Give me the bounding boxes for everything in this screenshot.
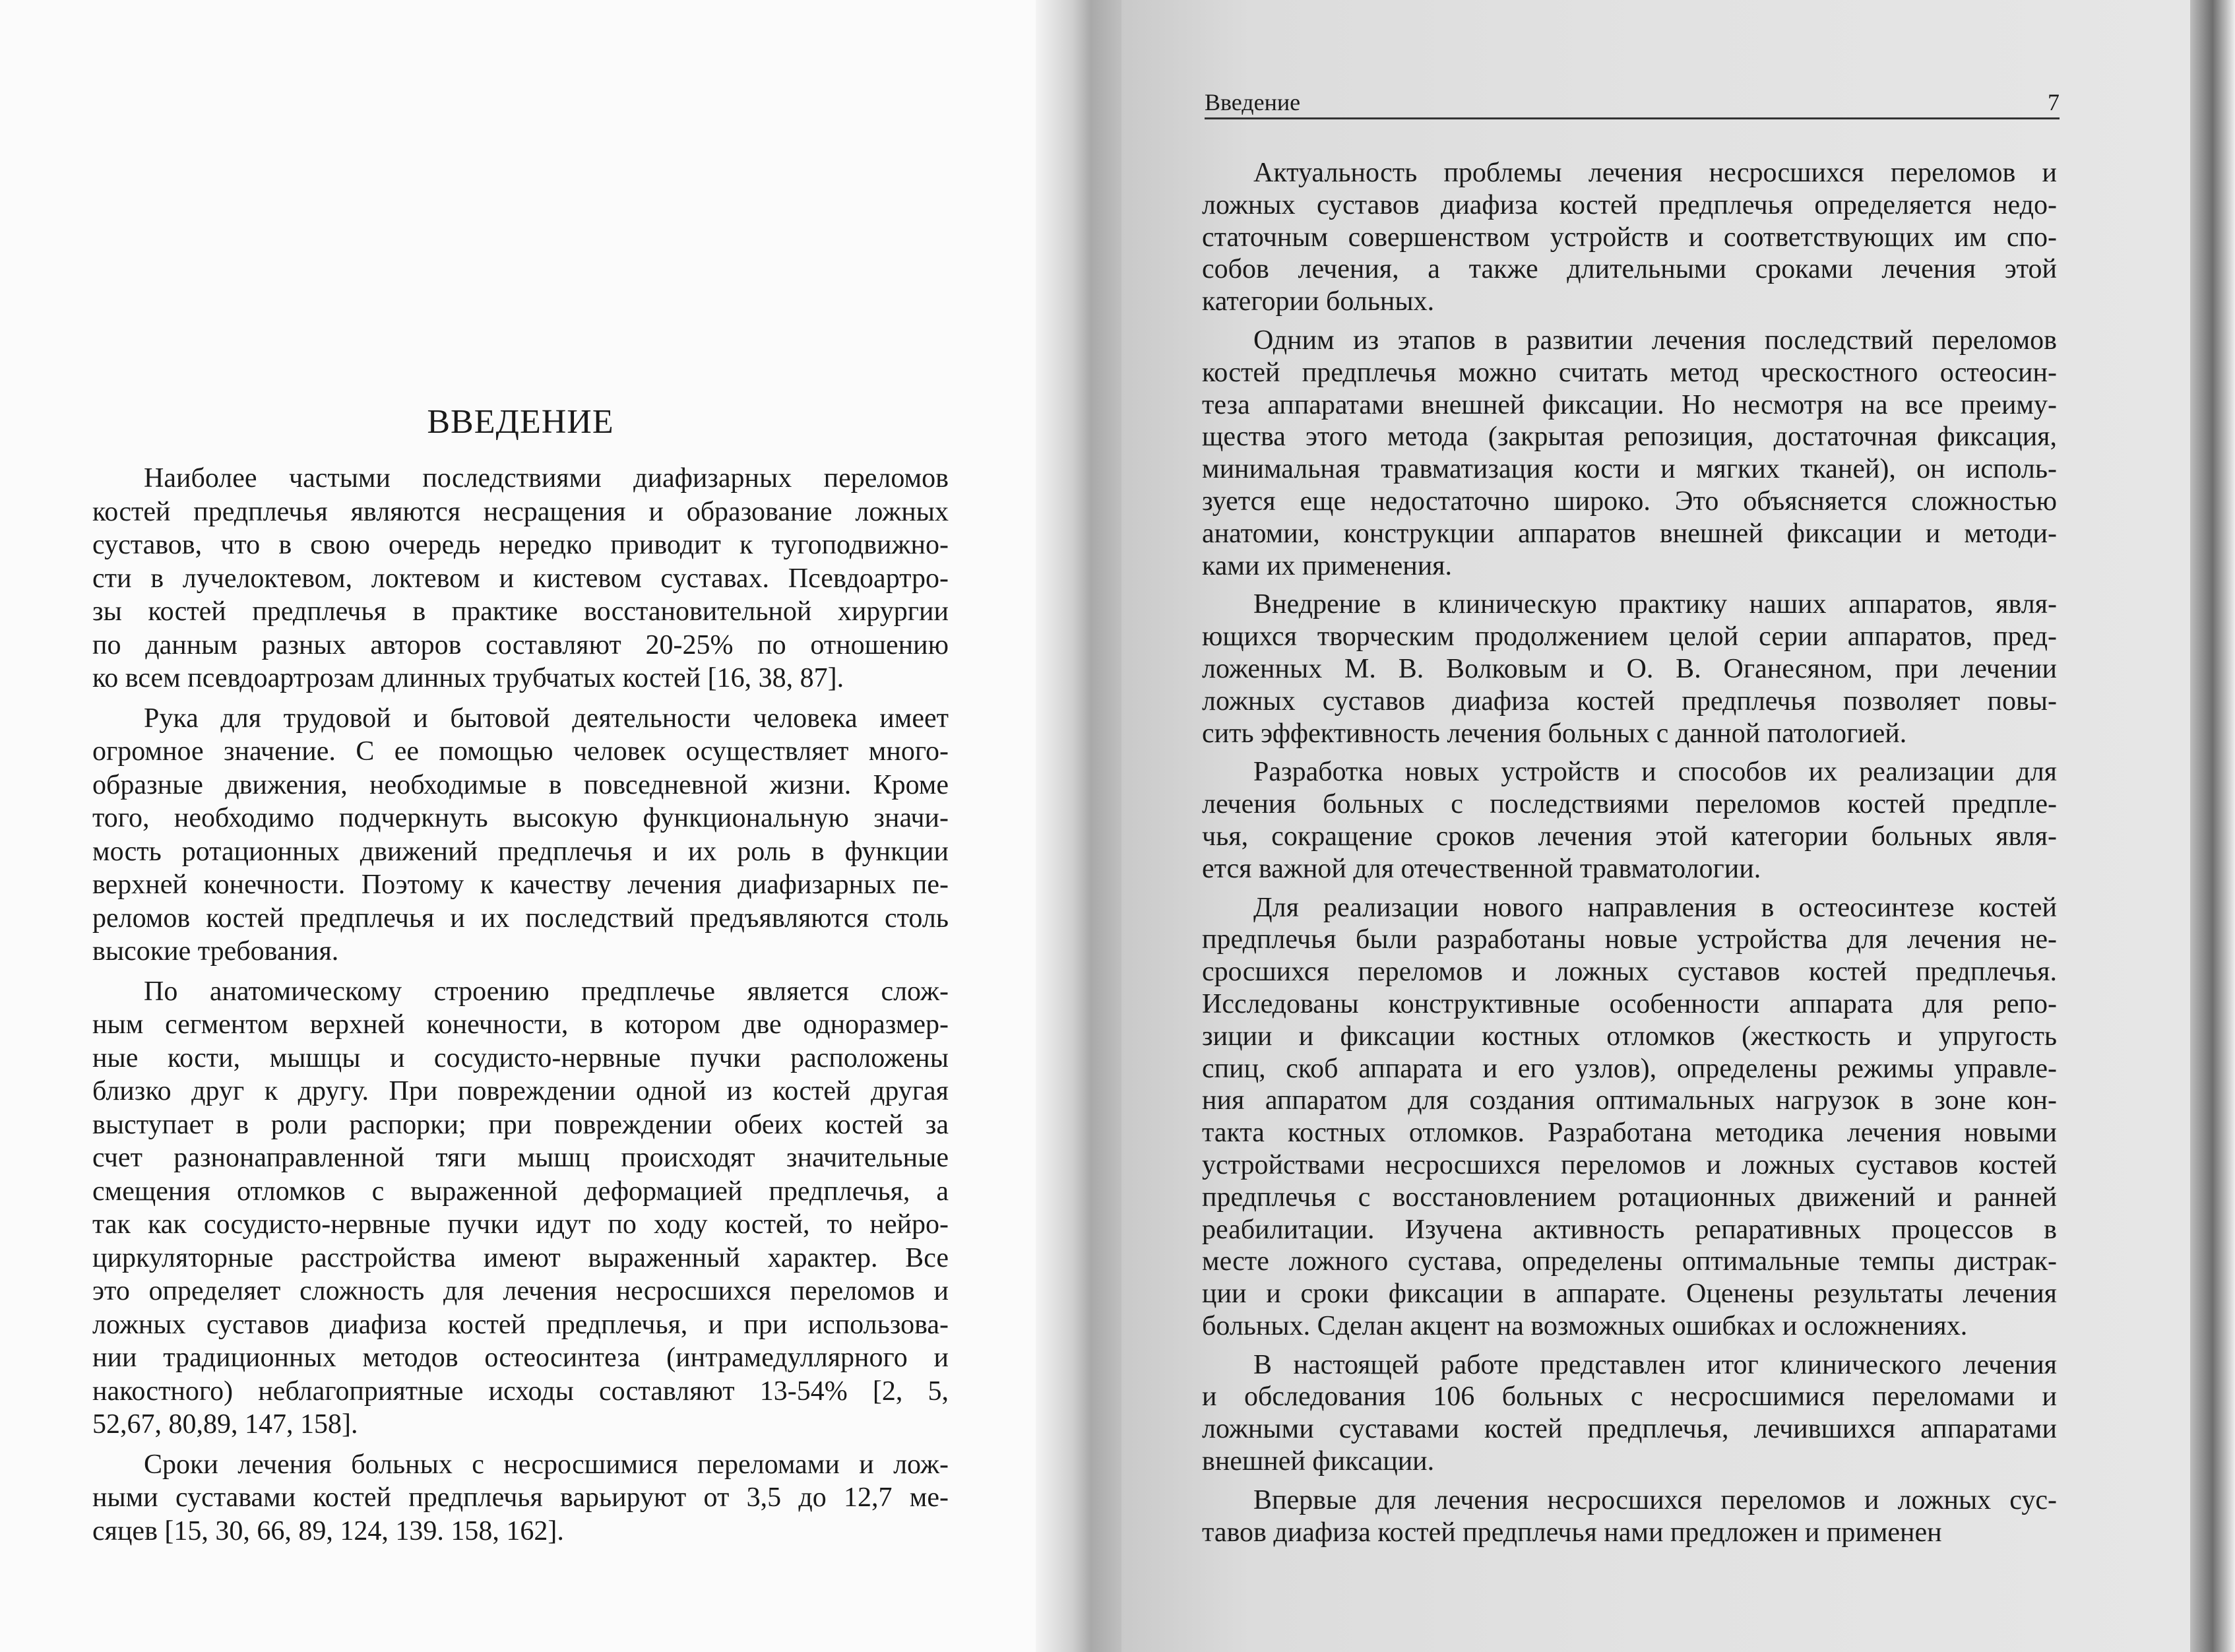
text-line: огромное значение. С ее помощью человек осуществляет много- bbox=[92, 736, 949, 767]
text-line: близко друг к другу. При повреждении одной из костей другая bbox=[92, 1076, 949, 1106]
text-line: месте ложного сустава, определены оптимальные темпы дистрак- bbox=[1202, 1246, 2057, 1277]
text-line: так как сосудисто-нервные пучки идут по ходу костей, то нейро- bbox=[92, 1209, 949, 1240]
chapter-title: ВВЕДЕНИЕ bbox=[427, 403, 614, 441]
paragraph bbox=[92, 1448, 949, 1548]
text-line: того, необходимо подчеркнуть высокую функциональную значи- bbox=[92, 803, 949, 833]
text-line: Сроки лечения больных с несросшимися переломами и лож- bbox=[144, 1449, 949, 1480]
text-line: По анатомическому строению предплечье является слож- bbox=[144, 976, 949, 1007]
text-line: ным сегментом верхней конечности, в котором две одноразмер- bbox=[92, 1009, 949, 1040]
text-line: сить эффективность лечения больных с данной патологией. bbox=[1202, 718, 1907, 749]
text-line: ющихся творческим продолжением целой серии аппаратов, пред- bbox=[1202, 621, 2057, 652]
paragraph bbox=[92, 462, 949, 695]
text-line: Для реализации нового направления в остеосинтезе костей bbox=[1253, 892, 2057, 923]
text-line: костей предплечья являются несращения и образование ложных bbox=[92, 496, 949, 527]
text-line: образные движения, необходимые в повседневной жизни. Кроме bbox=[92, 769, 949, 800]
page-number: 7 bbox=[2048, 89, 2060, 115]
text-line: ко всем псевдоартрозам длинных трубчатых костей [16, 38, 87]. bbox=[92, 663, 844, 693]
paragraph bbox=[1202, 756, 2057, 885]
paragraph bbox=[92, 702, 949, 969]
text-line: зы костей предплечья в практике восстановительной хирургии bbox=[92, 596, 949, 627]
text-line: счет разнонаправленной тяги мышц происходят значительные bbox=[92, 1143, 949, 1173]
text-line: ложных суставов диафиза костей предплечья определяется недо- bbox=[1202, 189, 2057, 220]
text-line: костей предплечья можно считать метод чрескостного остеосин- bbox=[1202, 357, 2057, 388]
text-line: зиции и фиксации костных отломков (жесткость и упругость bbox=[1202, 1021, 2057, 1052]
text-line: сросшихся переломов и ложных суставов костей предплечья. bbox=[1202, 957, 2057, 988]
text-line: Исследованы конструктивные особенности аппарата для репо- bbox=[1202, 988, 2057, 1019]
text-line: ками их применения. bbox=[1202, 550, 1453, 581]
text-line: ные кости, мышцы и сосудисто-нервные пучки расположены bbox=[92, 1042, 949, 1073]
paragraph bbox=[1202, 1349, 2057, 1478]
right-page-body bbox=[1202, 150, 2057, 1548]
text-line: Актуальность проблемы лечения несросшихся переломов и bbox=[1253, 158, 2057, 188]
text-line: выступает в роли распорки; при повреждении обеих костей за bbox=[92, 1109, 949, 1140]
text-line: высокие требования. bbox=[92, 936, 339, 967]
text-line: внешней фиксации. bbox=[1202, 1446, 1435, 1477]
text-line: по данным разных авторов составляют 20-25% по отношению bbox=[92, 629, 949, 660]
text-line: сти в лучелоктевом, локтевом и кистевом суставах. Псевдоартро- bbox=[92, 563, 949, 594]
text-line: категории больных. bbox=[1202, 286, 1435, 317]
text-line: реабилитации. Изучена активность репаративных процессов в bbox=[1202, 1214, 2057, 1245]
text-line: больных. Сделан акцент на возможных ошибках и осложнениях. bbox=[1202, 1310, 1968, 1341]
text-line: это определяет сложность для лечения несросшихся переломов и bbox=[92, 1276, 949, 1306]
text-line: Наиболее частыми последствиями диафизарных переломов bbox=[144, 463, 949, 493]
paragraph bbox=[1202, 325, 2057, 582]
text-line: предплечья с восстановлением ротационных движений и ранней bbox=[1202, 1182, 2057, 1213]
text-line: циркуляторные расстройства имеют выраженный характер. Все bbox=[92, 1242, 949, 1273]
text-line: спиц, скоб аппарата и его узлов), определены режимы управле- bbox=[1202, 1053, 2057, 1084]
text-line: такта костных отломков. Разработана методика лечения новыми bbox=[1202, 1118, 2057, 1149]
text-line: зуется еще недостаточно широко. Это объясняется сложностью bbox=[1202, 486, 2057, 517]
text-line: верхней конечности. Поэтому к качеству лечения диафизарных пе- bbox=[92, 870, 949, 900]
text-line: смещения отломков с выраженной деформацией предплечья, а bbox=[92, 1176, 949, 1207]
text-line: Разработка новых устройств и способов их реализации для bbox=[1253, 757, 2057, 788]
text-line: предплечья были разработаны новые устройства для лечения не- bbox=[1202, 924, 2057, 955]
text-line: статочным совершенством устройств и соответствующих им спо- bbox=[1202, 222, 2057, 253]
text-line: лечения больных с последствиями переломов костей предпле- bbox=[1202, 789, 2057, 820]
text-line: ными суставами костей предплечья варьируют от 3,5 до 12,7 ме- bbox=[92, 1482, 949, 1513]
text-line: чья, сокращение сроков лечения этой категории больных явля- bbox=[1202, 821, 2057, 852]
text-line: Внедрение в клиническую практику наших аппаратов, явля- bbox=[1253, 589, 2057, 620]
running-head-title: Введение bbox=[1205, 89, 1301, 115]
text-line: ложных суставов диафиза костей предплечья, и при использова- bbox=[92, 1309, 949, 1340]
text-line: собов лечения, а также длительными сроками лечения этой bbox=[1202, 254, 2057, 285]
text-line: тавов диафиза костей предплечья нами предложен и применен bbox=[1202, 1517, 1942, 1548]
text-line: реломов костей предплечья и их последствий предъявляются столь bbox=[92, 903, 949, 934]
text-line: 52,67, 80,89, 147, 158]. bbox=[92, 1409, 358, 1440]
text-line: и обследования 106 больных с несросшимися переломами и bbox=[1202, 1382, 2057, 1413]
text-line: ния аппаратом для создания оптимальных нагрузок в зоне кон- bbox=[1202, 1085, 2057, 1116]
text-line: Одним из этапов в развитии лечения последствий переломов bbox=[1253, 325, 2057, 356]
text-line: мость ротационных движений предплечья и их роль в функции bbox=[92, 836, 949, 867]
text-line: сяцев [15, 30, 66, 89, 124, 139. 158, 162]. bbox=[92, 1515, 564, 1546]
page-edge bbox=[2190, 0, 2235, 1652]
text-line: ложных суставов диафиза костей предплечья позволяет повы- bbox=[1202, 685, 2057, 716]
text-line: минимальная травматизация кости и мягких тканей), он исполь- bbox=[1202, 454, 2057, 485]
text-line: устройствами несросшихся переломов и ложных суставов костей bbox=[1202, 1149, 2057, 1180]
text-line: теза аппаратами внешней фиксации. Но несмотря на все преиму- bbox=[1202, 389, 2057, 420]
text-line: ложенных М. В. Волковым и О. В. Оганесяном, при лечении bbox=[1202, 653, 2057, 684]
text-line: Рука для трудовой и бытовой деятельности человека имеет bbox=[144, 703, 949, 734]
paragraph bbox=[1202, 892, 2057, 1343]
paragraph bbox=[1202, 588, 2057, 749]
paragraph bbox=[1202, 1484, 2057, 1549]
text-line: ложными суставами костей предплечья, лечившихся аппаратами bbox=[1202, 1414, 2057, 1445]
text-line: ется важной для отечественной травматологии. bbox=[1202, 853, 1761, 884]
text-line: В настоящей работе представлен итог клинического лечения bbox=[1253, 1349, 2057, 1380]
text-line: суставов, что в свою очередь нередко приводит к тугоподвижно- bbox=[92, 530, 949, 560]
paragraph bbox=[92, 975, 949, 1442]
running-head bbox=[1205, 87, 2060, 119]
book-gutter bbox=[1036, 0, 1128, 1652]
text-line: нии традиционных методов остеосинтеза (интрамедуллярного и bbox=[92, 1343, 949, 1373]
left-page-body bbox=[92, 455, 949, 1548]
text-line: анатомии, конструкции аппаратов внешней фиксации и методи- bbox=[1202, 518, 2057, 549]
paragraph bbox=[1202, 157, 2057, 318]
text-line: накостного) неблагоприятные исходы составляют 13-54% [2, 5, bbox=[92, 1376, 949, 1407]
text-line: щества этого метода (закрытая репозиция, достаточная фиксация, bbox=[1202, 422, 2057, 453]
text-line: Впервые для лечения несросшихся переломов и ложных сус- bbox=[1253, 1484, 2057, 1515]
text-line: ции и сроки фиксации в аппарате. Оценены результаты лечения bbox=[1202, 1279, 2057, 1310]
